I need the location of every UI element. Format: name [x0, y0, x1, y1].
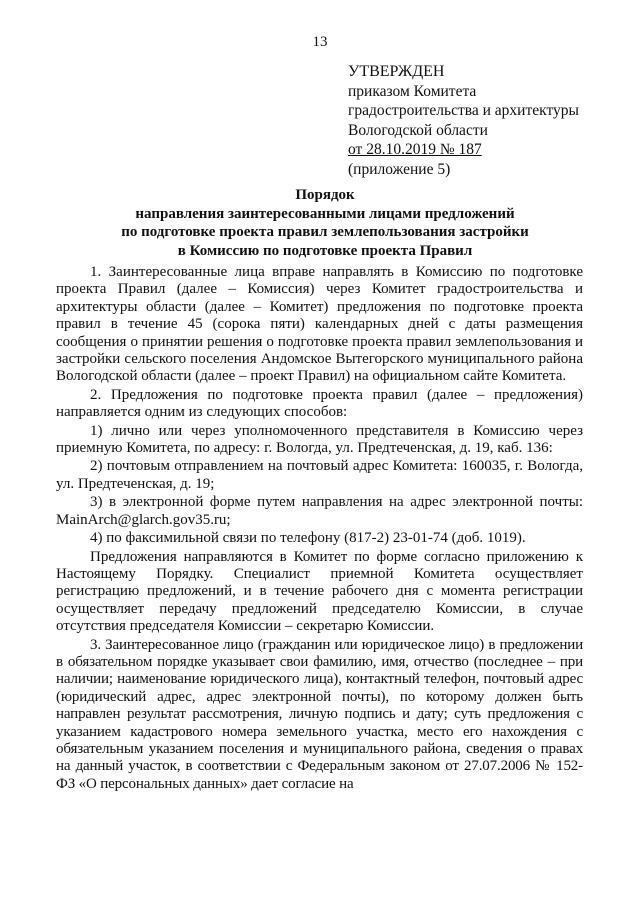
document-title	[60, 186, 590, 260]
approval-heading: УТВЕРЖДЕН	[348, 63, 445, 80]
approval-block	[348, 62, 608, 179]
title-line: Порядок	[295, 187, 355, 203]
paragraph-1: 1. Заинтересованные лица вправе направлять в Комиссию по подготовке проекта Правил (далее – Комиссия) через Комитет градостроительства и архитектуры области (далее – Комитет) предложения по подготовке проекта правил в течение 45 (сорока пяти) календарных дней с даты размещения сообщения о принятии решения о подготовке проекта правил землепользования и застройки сельского поселения Андомское Вытегорского муниципального района Вологодской области (далее – проект Правил) на официальном сайте Комитета.	[56, 264, 583, 385]
approval-line: Вологодской области	[348, 121, 488, 139]
approval-line: приказом Комитета	[348, 82, 477, 100]
approval-appendix: (приложение 5)	[348, 160, 451, 178]
paragraph-method-4: 4) по факсимильной связи по телефону (817-2) 23-01-74 (доб. 1019).	[90, 530, 526, 547]
document-body	[56, 264, 583, 794]
paragraph-method-2: 2) почтовым отправлением на почтовый адрес Комитета: 160035, г. Вологда, ул. Предтеченская, д. 19;	[56, 458, 583, 492]
paragraph-method-1: 1) лично или через уполномоченного представителя в Комиссию через приемную Комитета, по адресу: г. Вологда, ул. Предтеченская, д. 19, каб. 136:	[56, 422, 583, 457]
title-line: направления заинтересованными лицами предложений	[135, 205, 515, 222]
paragraph-registration: Предложения направляются в Комитет по форме согласно приложению к Настоящему Порядку. Специалист приемной Комитета осуществляет регистрацию предложений, и в течение рабочего дня с момента регистрации осуществляет передачу предложений председателю Комиссии, в случае отсутствия председателя Комиссии – секретарю Комиссии.	[56, 548, 583, 635]
paragraph-2: 2. Предложения по подготовке проекта правил (далее – предложения) направляется одним из следующих способов:	[56, 386, 583, 421]
paragraph-method-3: 3) в электронной форме путем направления на адрес электронной почты: MainArch@glarch.gov35.ru;	[56, 494, 583, 528]
approval-line: градостроительства и архитектуры	[348, 102, 579, 119]
title-line: в Комиссию по подготовке проекта Правил	[177, 242, 473, 259]
page-number: 13	[312, 34, 328, 50]
paragraph-3: 3. Заинтересованное лицо (гражданин или юридическое лицо) в предложении в обязательном порядке указывает свои фамилию, имя, отчество (последнее – при наличии; наименование юридического лица), контактный телефон, почтовый адрес (юридический адрес, адрес электронной почты), по которому должен быть направлен результат рассмотрения, личную подпись и дату; суть предложения с указанием кадастрового номера земельного участка, место его нахождения с обязательным указанием поселения и муниципального района, сведения о правах на данный участок, в соответствии с Федеральным законом от 27.07.2006 № 152-ФЗ «О персональных данных» дает согласие на	[56, 636, 583, 792]
title-line: по подготовке проекта правил землепользования застройки	[121, 224, 529, 240]
approval-order-date: от 28.10.2019 № 187	[348, 141, 482, 158]
